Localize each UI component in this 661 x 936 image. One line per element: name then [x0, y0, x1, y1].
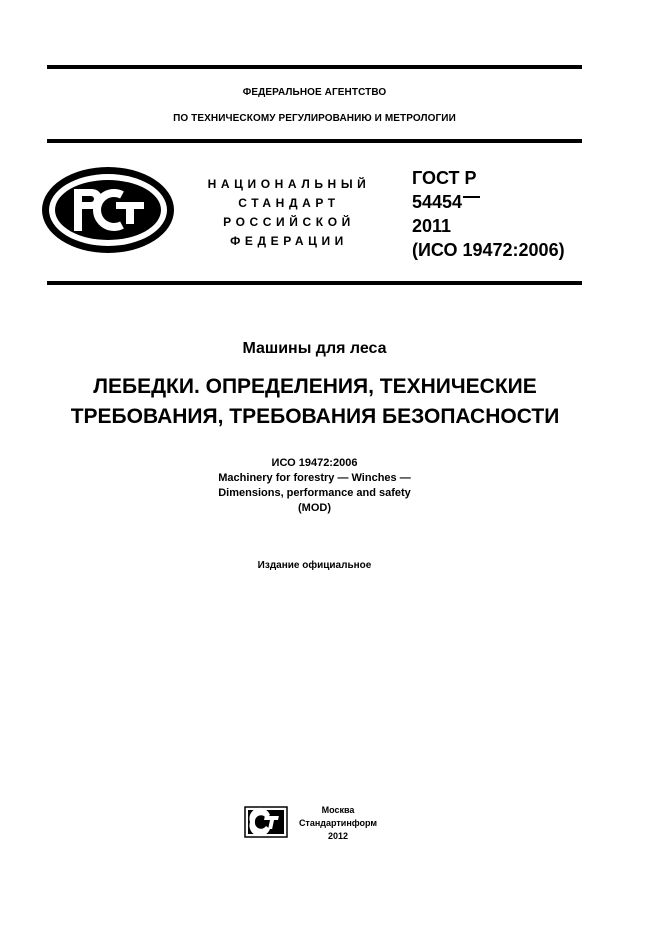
standard-designation: [412, 166, 565, 262]
standartinform-logo: [244, 806, 288, 838]
national-standard-line-1: НАЦИОНАЛЬНЫЙ: [207, 177, 371, 191]
iso-reference-line-4: (MOD): [298, 502, 331, 514]
iso-reference-line-3: Dimensions, performance and safety: [218, 487, 411, 499]
title-line-1: ЛЕБЕДКИ. ОПРЕДЕЛЕНИЯ, ТЕХНИЧЕСКИЕ: [93, 375, 537, 398]
national-standard-line-4: ФЕДЕРАЦИИ: [230, 234, 348, 248]
agency-line-2: ПО ТЕХНИЧЕСКОМУ РЕГУЛИРОВАНИЮ И МЕТРОЛОГИИ: [173, 113, 456, 124]
designation-line-1: ГОСТ Р: [412, 168, 477, 188]
lower-middle-rule: [47, 281, 582, 285]
designation-number-row: [412, 190, 565, 214]
rst-logo: [40, 165, 176, 255]
document-title: [20, 372, 610, 432]
iso-reference-line-2: Machinery for forestry — Winches —: [218, 472, 411, 484]
publisher-year: 2012: [327, 831, 349, 841]
publisher-name: Стандартинформ: [298, 818, 378, 828]
designation-line-3: 2011: [412, 216, 452, 236]
designation-line-4: (ИСО 19472:2006): [412, 240, 565, 260]
agency-line-1: ФЕДЕРАЛЬНОЕ АГЕНТСТВО: [242, 87, 387, 98]
upper-middle-rule: [47, 139, 582, 143]
national-standard-line-3: РОССИЙСКОЙ: [223, 215, 355, 229]
designation-dash: [463, 196, 480, 198]
document-subtitle: Машины для леса: [242, 340, 387, 357]
national-standard-label: [196, 175, 382, 251]
top-rule: [47, 65, 582, 69]
iso-reference: [47, 456, 582, 516]
designation-line-2: 54454: [412, 192, 463, 212]
edition-note: Издание официальное: [257, 560, 372, 571]
publisher-city: Москва: [321, 805, 355, 815]
publisher-imprint: [290, 804, 386, 843]
iso-reference-line-1: ИСО 19472:2006: [271, 457, 358, 469]
national-standard-line-2: СТАНДАРТ: [238, 196, 340, 210]
title-line-2: ТРЕБОВАНИЯ, ТРЕБОВАНИЯ БЕЗОПАСНОСТИ: [70, 405, 560, 428]
